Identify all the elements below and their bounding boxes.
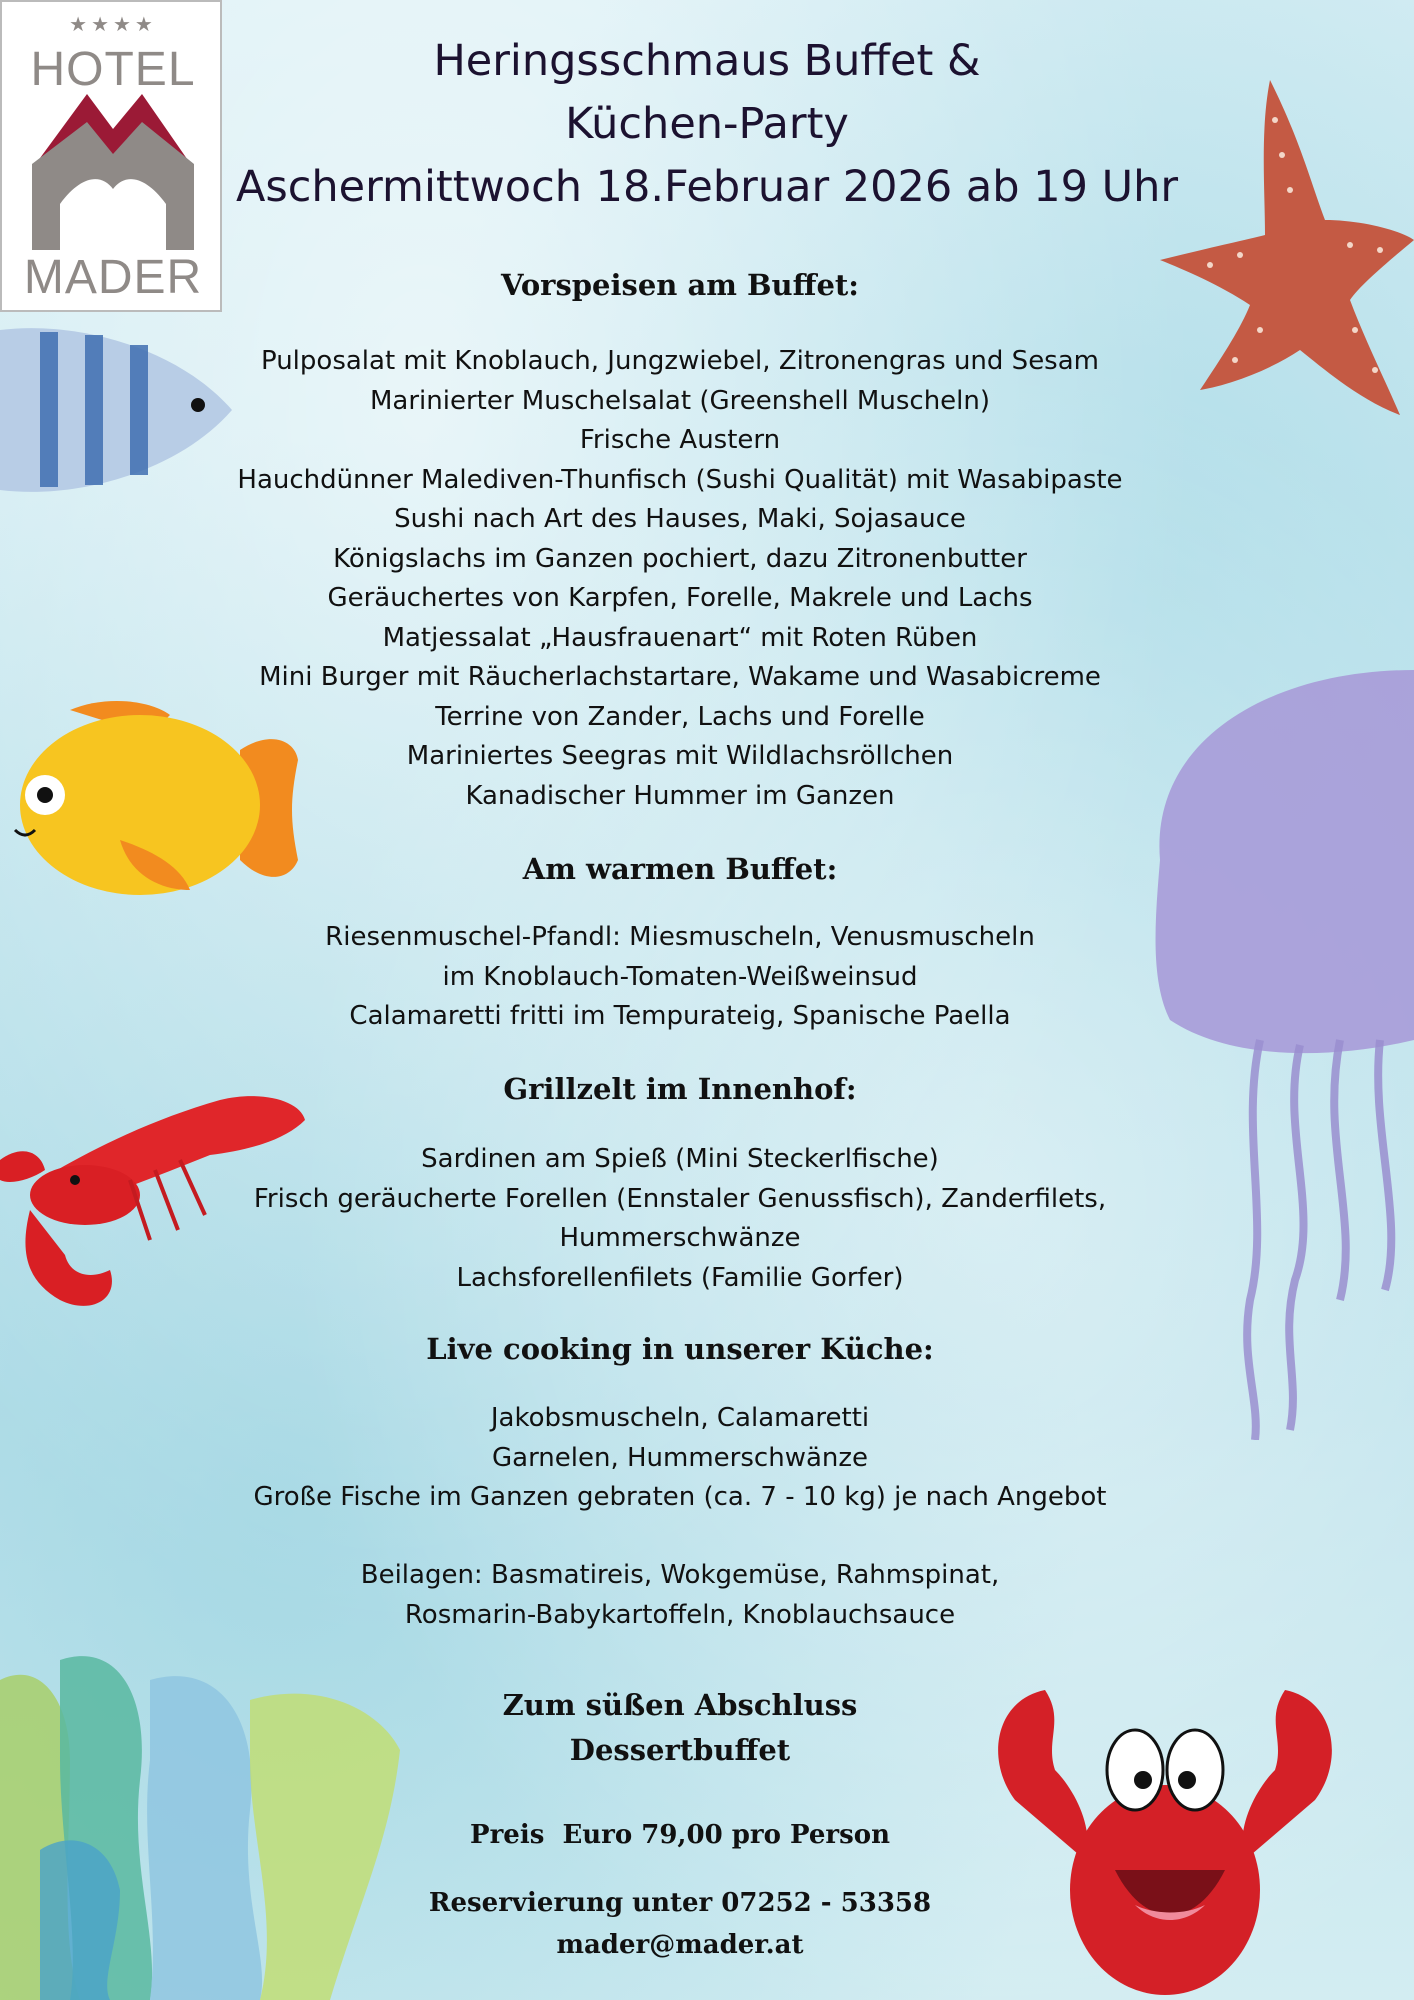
hotel-mader-logo — [0, 0, 222, 312]
list-item: Frisch geräucherte Forellen (Ennstaler Genussfisch), Zanderfilets, — [253, 1183, 1107, 1214]
reservation-text: Reservierung unter 07252 - 53358 — [428, 1888, 932, 1918]
warm-list — [150, 918, 1210, 1037]
live-list — [150, 1399, 1210, 1518]
list-item: Hummerschwänze — [559, 1223, 801, 1253]
list-item: Geräuchertes von Karpfen, Forelle, Makrele und Lachs — [327, 583, 1033, 613]
list-item: Pulposalat mit Knoblauch, Jungzwiebel, Zitronengras und Sesam — [260, 346, 1099, 376]
section-heading-grill: Grillzelt im Innenhof: — [503, 1072, 857, 1106]
dessert-line-1: Zum süßen Abschluss — [502, 1688, 858, 1722]
list-item: Kanadischer Hummer im Ganzen — [465, 780, 895, 811]
list-item: Garnelen, Hummerschwänze — [491, 1442, 869, 1473]
vorspeisen-list — [150, 342, 1210, 816]
logo-mader-text: MADER — [23, 251, 203, 304]
list-item: Mini Burger mit Räucherlachstartare, Wakame und Wasabicreme — [259, 662, 1101, 692]
title-line-1: Heringsschmaus Buffet & — [433, 36, 981, 86]
price-text: Preis Euro 79,00 pro Person — [470, 1820, 890, 1850]
section-heading-warm: Am warmen Buffet: — [522, 852, 838, 886]
list-item: Hauchdünner Malediven-Thunfisch (Sushi Qualität) mit Wasabipaste — [237, 464, 1123, 495]
title-line-3: Aschermittwoch 18.Februar 2026 ab 19 Uhr — [235, 162, 1179, 212]
event-title — [200, 30, 1214, 219]
list-item: Terrine von Zander, Lachs und Forelle — [435, 701, 925, 732]
list-item: Mariniertes Seegras mit Wildlachsröllchen — [406, 741, 954, 771]
list-item: Marinierter Muschelsalat (Greenshell Muscheln) — [369, 385, 991, 416]
list-item: Matjessalat „Hausfrauenart“ mit Roten Rüben — [382, 622, 978, 653]
list-item: Große Fische im Ganzen gebraten (ca. 7 - 10 kg) je nach Angebot — [253, 1482, 1107, 1512]
list-item: Beilagen: Basmatireis, Wokgemüse, Rahmspinat, — [360, 1560, 1000, 1590]
section-heading-vorspeisen: Vorspeisen am Buffet: — [500, 268, 859, 302]
list-item: Königslachs im Ganzen pochiert, dazu Zitronenbutter — [333, 543, 1027, 574]
logo-mountain-icon — [32, 94, 194, 250]
list-item: Rosmarin-Babykartoffeln, Knoblauchsauce — [404, 1599, 956, 1630]
dessert-line-2: Dessertbuffet — [569, 1733, 791, 1767]
list-item: Sardinen am Spieß (Mini Steckerlfische) — [421, 1144, 939, 1174]
list-item: Sushi nach Art des Hauses, Maki, Sojasauce — [394, 504, 966, 534]
title-line-2: Küchen-Party — [565, 99, 849, 149]
logo-stars: ★★★★ — [69, 12, 157, 36]
list-item: Jakobsmuscheln, Calamaretti — [490, 1403, 870, 1433]
grill-list — [150, 1140, 1210, 1298]
list-item: im Knoblauch-Tomaten-Weißweinsud — [442, 961, 918, 992]
section-heading-live: Live cooking in unserer Küche: — [426, 1332, 934, 1366]
list-item: Frische Austern — [579, 425, 781, 455]
list-item: Riesenmuschel-Pfandl: Miesmuscheln, Venusmuscheln — [325, 922, 1035, 952]
beilagen-list — [150, 1556, 1210, 1635]
email-link[interactable]: mader@mader.at — [556, 1930, 804, 1960]
list-item: Calamaretti fritti im Tempurateig, Spanische Paella — [349, 1001, 1011, 1031]
logo-hotel-text: HOTEL — [30, 43, 196, 96]
list-item: Lachsforellenfilets (Familie Gorfer) — [456, 1262, 904, 1293]
